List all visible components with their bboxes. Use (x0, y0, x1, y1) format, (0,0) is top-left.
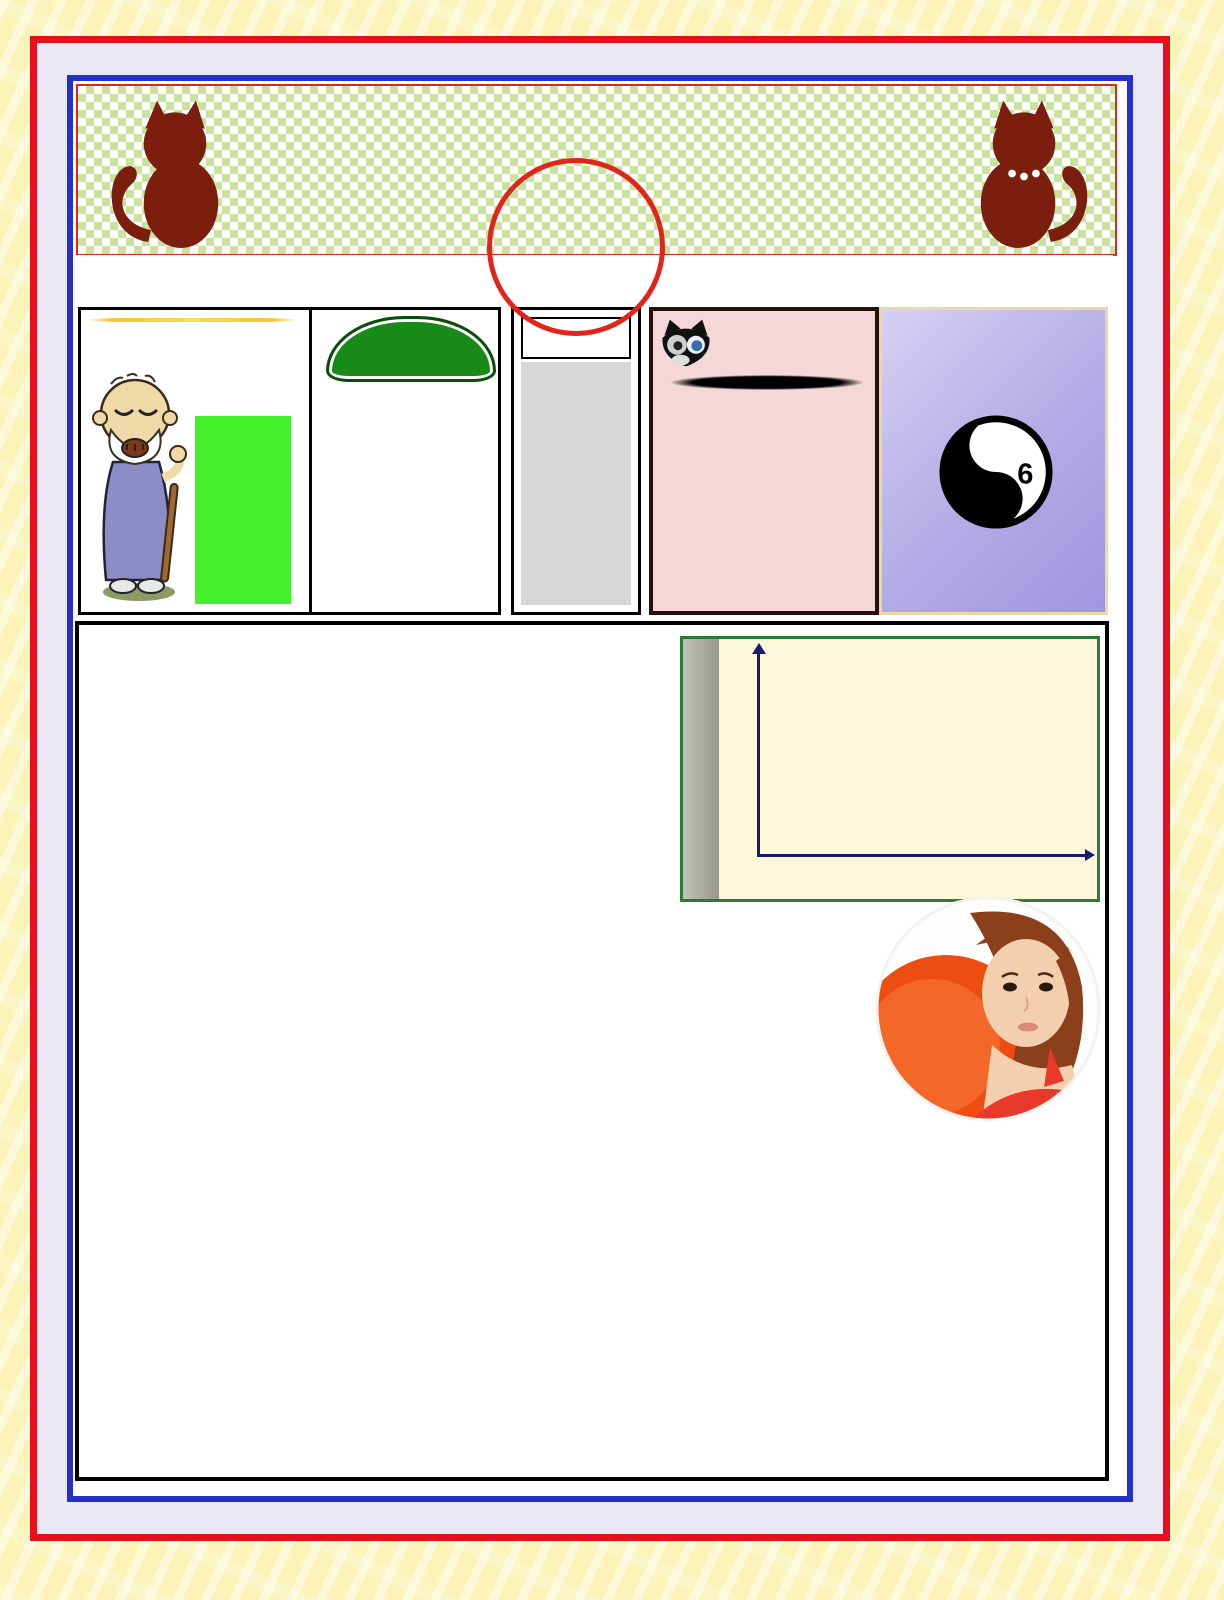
y-axis (757, 651, 760, 857)
svg-text:6: 6 (1017, 458, 1034, 491)
marksix-strip-bottom (37, 1502, 1163, 1534)
deadcode-title (87, 318, 297, 322)
x-axis (757, 854, 1087, 857)
beauty-photo-image (874, 895, 1102, 1123)
panel-deadcode-neibu (78, 307, 501, 615)
cat-silhouette-icon (100, 96, 250, 248)
panel-houxiao (649, 307, 879, 615)
title-band (76, 84, 1117, 256)
marksix-strip-left (37, 75, 67, 1502)
panel-xingbo (511, 307, 641, 615)
a-version-stamp (487, 158, 665, 336)
xingbo-body (521, 362, 631, 605)
neibu-half (309, 310, 498, 612)
chart-plot (719, 639, 1097, 899)
yin-yang-icon (938, 414, 1054, 530)
old-man-cartoon (83, 366, 193, 604)
marksix-strip-top (37, 43, 1163, 75)
beauty-photo (874, 895, 1102, 1123)
x-axis-arrow (1085, 849, 1095, 861)
cat-silhouette-icon (949, 96, 1099, 248)
chart-title-strip (683, 639, 719, 899)
marksix-strip-right (1133, 75, 1163, 1502)
main-content-box (75, 621, 1109, 1481)
deadcode-half (81, 310, 309, 612)
shadow-divider (671, 375, 863, 390)
flyer-sheet (30, 36, 1170, 1541)
inner-frame (67, 75, 1133, 1502)
neibu-banner (326, 316, 496, 382)
trend-chart (680, 636, 1100, 902)
cat-face-icon (659, 317, 713, 369)
deadcode-numbers (195, 416, 291, 604)
panel-bagua (879, 307, 1108, 615)
